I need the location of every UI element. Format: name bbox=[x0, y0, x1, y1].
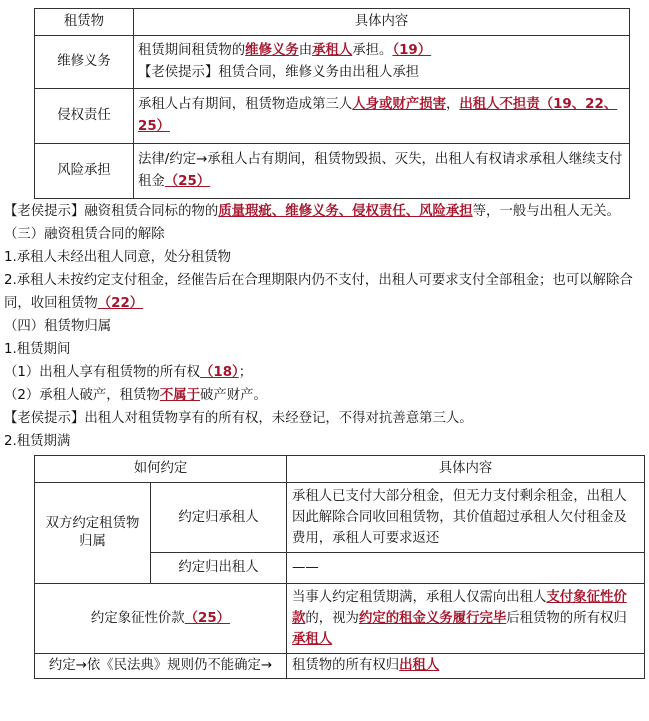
list-item bbox=[4, 269, 645, 315]
section-heading: （四）租赁物归属 bbox=[4, 319, 112, 334]
text: ； bbox=[238, 365, 253, 380]
text: 后租赁物的所有权归 bbox=[506, 611, 627, 626]
highlight: 质量瑕疵、维修义务、侵权责任、风险承担 bbox=[218, 204, 473, 219]
document-body bbox=[4, 8, 645, 679]
group-label: 双方约定租赁物归属 bbox=[35, 483, 151, 584]
text: 2.承租人未按约定支付租金，经催告后在合理期限内仍不支付，出租人可要求支付全部租金；也可以解除合同，收回租赁物 bbox=[4, 273, 633, 311]
table-row bbox=[35, 584, 645, 654]
header-agreement: 如何约定 bbox=[35, 456, 287, 483]
sub-heading: 1.租赁期间 bbox=[4, 342, 71, 357]
table-row bbox=[35, 36, 630, 89]
row-content bbox=[287, 654, 645, 679]
row-content: —— bbox=[287, 553, 645, 584]
text: 租赁物的所有权归 bbox=[292, 658, 400, 673]
highlight: 承租人 bbox=[292, 632, 333, 647]
tip-paragraph bbox=[4, 200, 645, 223]
row-label: 约定归承租人 bbox=[151, 483, 287, 553]
row-label-maintenance: 维修义务 bbox=[35, 36, 134, 89]
lease-item-table bbox=[34, 8, 630, 199]
row-label-tort: 侵权责任 bbox=[35, 89, 134, 144]
exam-year-ref: （18） bbox=[200, 365, 239, 380]
row-label: 约定归出租人 bbox=[151, 553, 287, 584]
row-content-risk bbox=[134, 144, 630, 199]
list-item bbox=[4, 384, 645, 407]
text: 承租人占有期间，租赁物造成第三人 bbox=[138, 97, 353, 112]
row-content-maintenance bbox=[134, 36, 630, 89]
highlight: 维修义务 bbox=[245, 43, 299, 58]
highlight: 支付象征性价款 bbox=[292, 590, 627, 626]
tip-paragraph: 【老侯提示】出租人对租赁物享有的所有权，未经登记，不得对抗善意第三人。 bbox=[4, 411, 473, 426]
row-label-risk: 风险承担 bbox=[35, 144, 134, 199]
text: ， bbox=[445, 97, 460, 112]
table-row bbox=[35, 144, 630, 199]
text: 当事人约定租赁期满，承租人仅需向出租人 bbox=[292, 590, 547, 605]
list-item bbox=[4, 361, 645, 384]
exam-year-ref: （19） bbox=[392, 43, 432, 58]
text: 法律/约定→承租人占有期间，租赁物毁损、灭失，出租人有权请求承租人继续支付租金 bbox=[138, 152, 623, 189]
tip-text: 【老侯提示】租赁合同，维修义务由出租人承担 bbox=[138, 65, 420, 80]
highlight: 承租人 bbox=[312, 43, 353, 58]
text: 由 bbox=[298, 43, 313, 58]
highlight: 不属于 bbox=[159, 388, 200, 403]
highlight: 出租人不担责（19、22、25） bbox=[138, 97, 618, 134]
table-row bbox=[35, 89, 630, 144]
text: 破产财产。 bbox=[200, 388, 267, 403]
exam-year-ref: （25） bbox=[164, 174, 211, 189]
header-content: 具体内容 bbox=[287, 456, 645, 483]
row-content: 承租人已支付大部分租金，但无力支付剩余租金，出租人因此解除合同收回租赁物，其价值超过承租人欠付租金及费用，承租人可要求返还 bbox=[287, 483, 645, 553]
text: （1）出租人享有租赁物的所有权 bbox=[4, 365, 200, 380]
exam-year-ref: （22） bbox=[97, 296, 144, 311]
table-row bbox=[35, 654, 645, 679]
text: 的，视为 bbox=[305, 611, 359, 626]
row-label: 约定→依《民法典》规则仍不能确定→ bbox=[35, 654, 287, 679]
highlight: 约定的租金义务履行完毕 bbox=[358, 611, 507, 626]
header-lease-item: 租赁物 bbox=[35, 9, 134, 36]
header-content: 具体内容 bbox=[134, 9, 630, 36]
text: （2）承租人破产，租赁物 bbox=[4, 388, 160, 403]
text: 承担。 bbox=[352, 43, 393, 58]
highlight: 出租人 bbox=[399, 658, 440, 673]
row-label bbox=[35, 584, 287, 654]
text: 【老侯提示】融资租赁合同标的物的 bbox=[4, 204, 219, 219]
text: 租赁期间租赁物的 bbox=[138, 43, 246, 58]
text: 等，一般与出租人无关。 bbox=[472, 204, 620, 219]
row-content bbox=[287, 584, 645, 654]
list-item: 1.承租人未经出租人同意，处分租赁物 bbox=[4, 250, 232, 265]
table-header-row bbox=[35, 9, 630, 36]
exam-year-ref: （25） bbox=[184, 610, 231, 626]
text: 约定象征性价款 bbox=[90, 610, 185, 626]
ownership-table bbox=[34, 455, 645, 679]
row-content-tort bbox=[134, 89, 630, 144]
highlight: 人身或财产损害 bbox=[352, 97, 446, 112]
sub-heading: 2.租赁期满 bbox=[4, 434, 71, 449]
table-row bbox=[35, 483, 645, 553]
section-heading: （三）融资租赁合同的解除 bbox=[4, 227, 165, 242]
table-header-row bbox=[35, 456, 645, 483]
